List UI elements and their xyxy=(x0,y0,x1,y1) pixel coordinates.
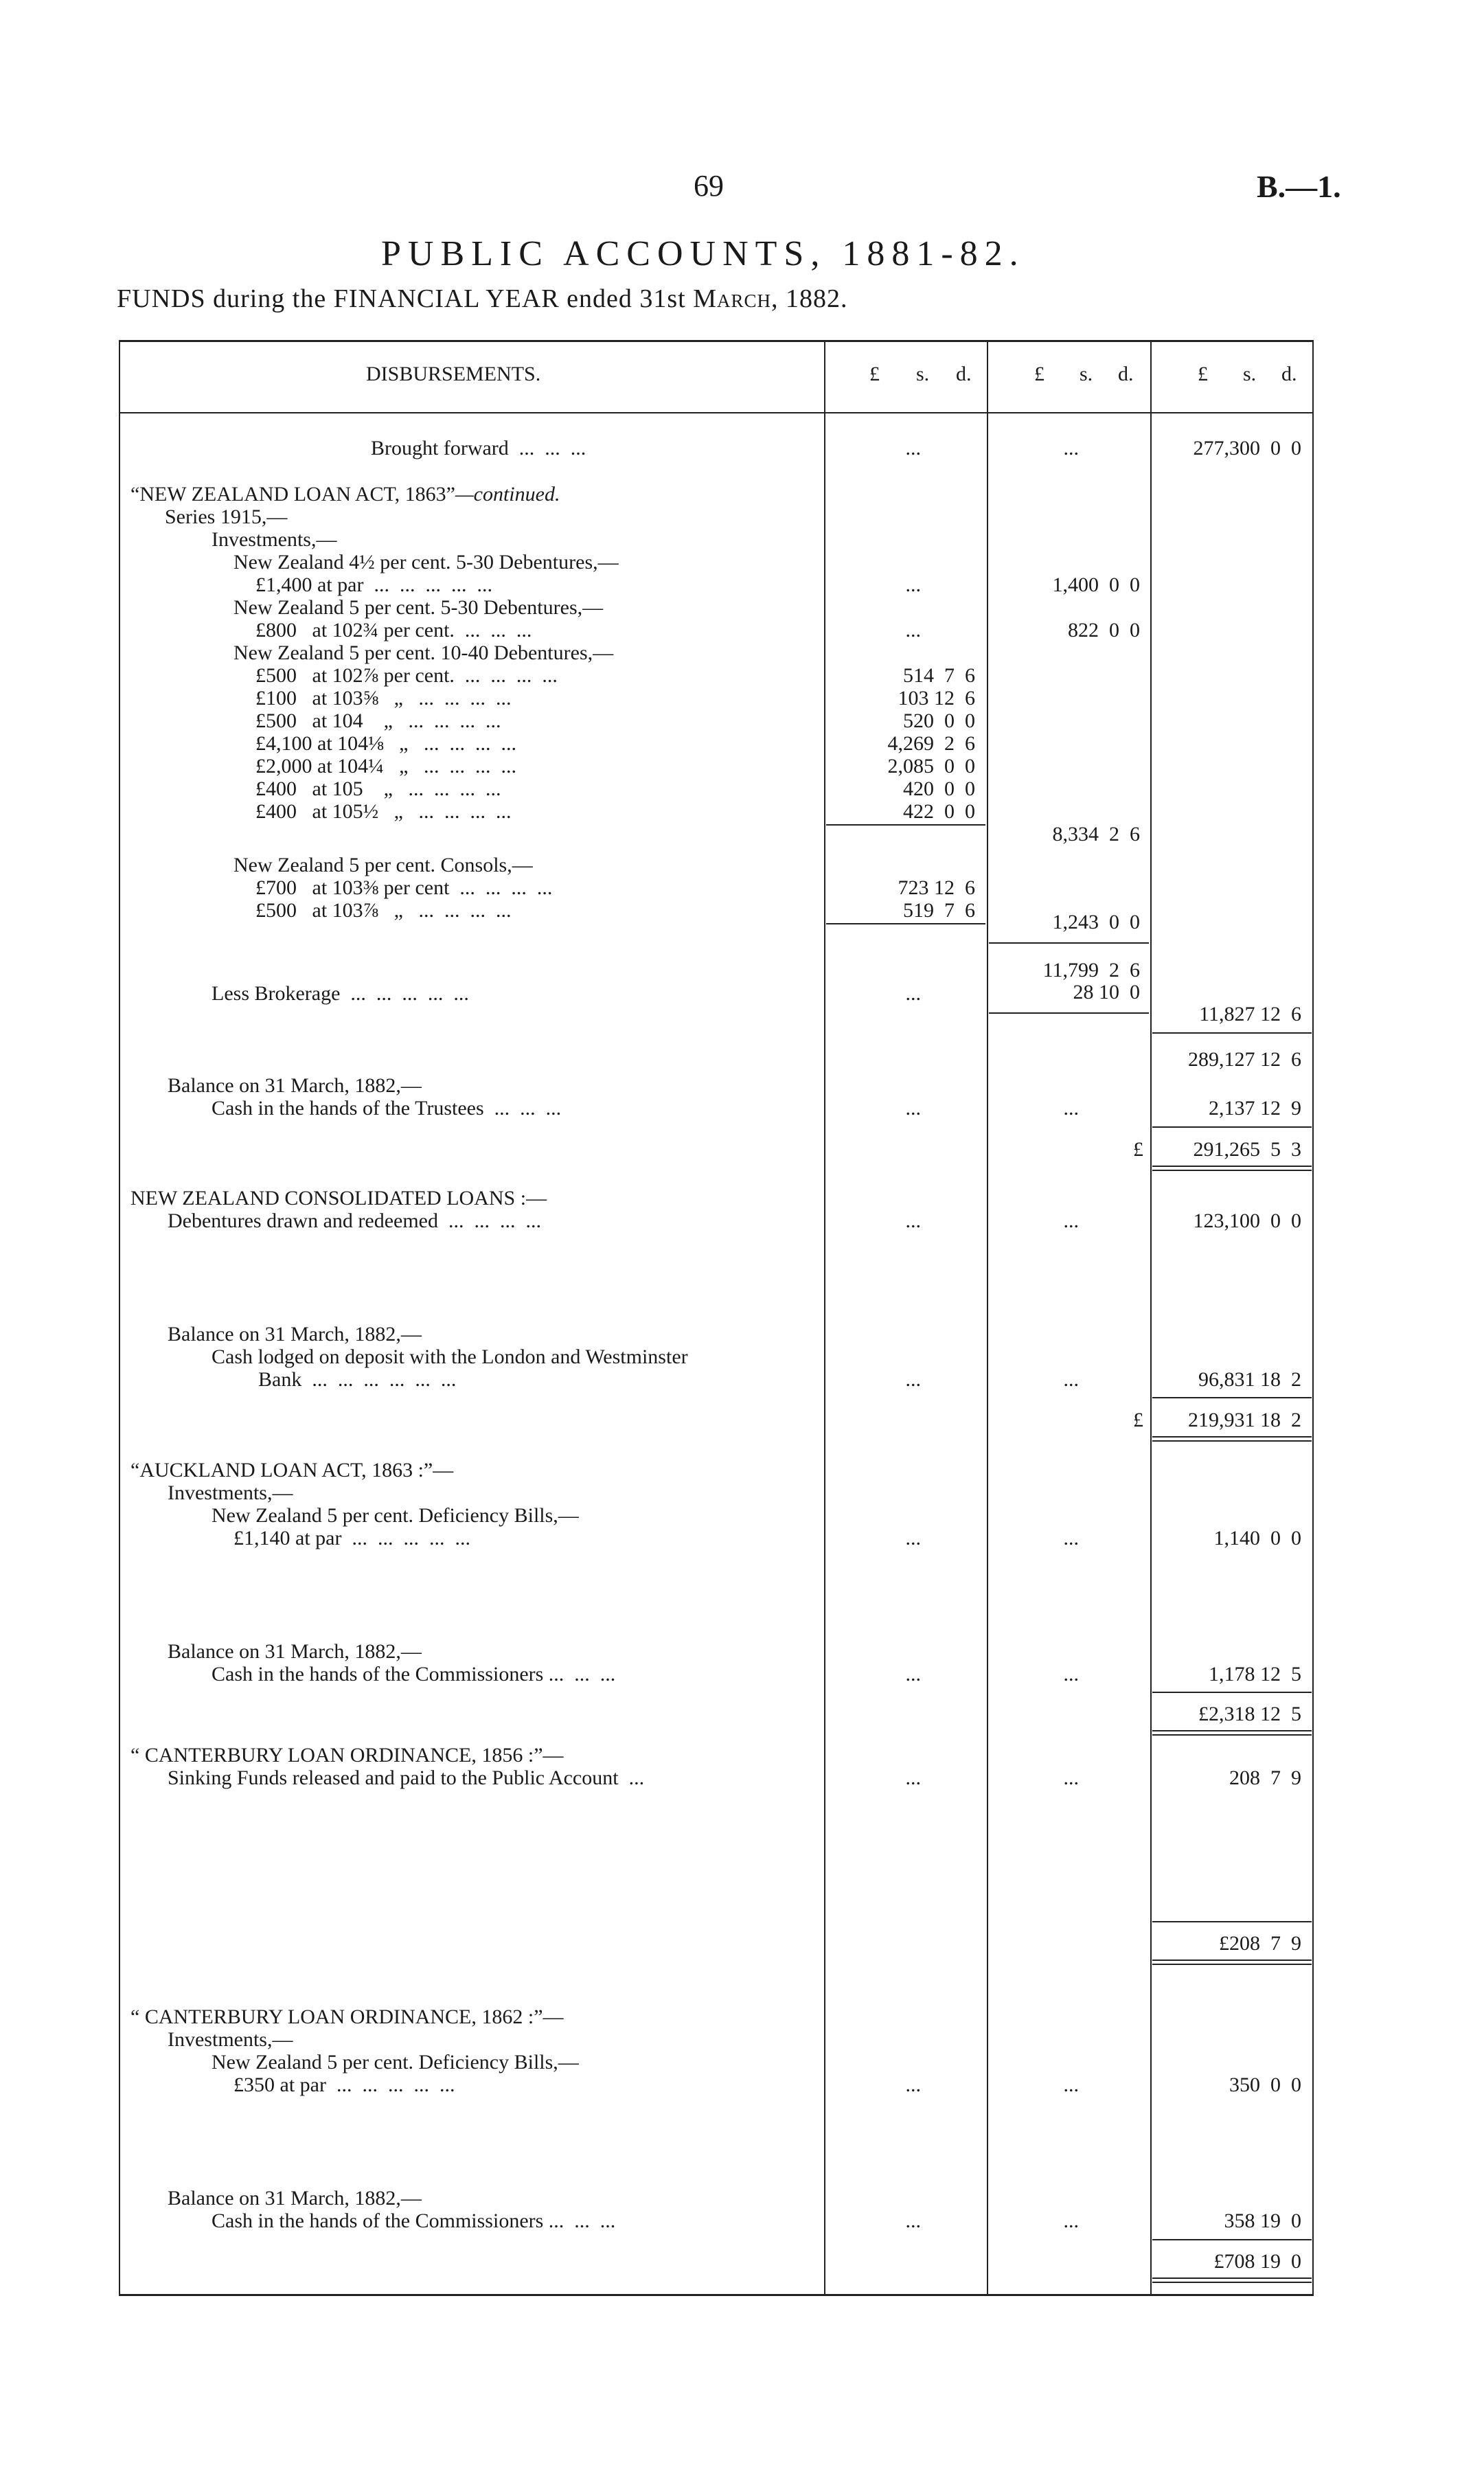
c3-291265: 291,265 5 3 xyxy=(1193,1138,1301,1161)
section-canterbury-1856: “ CANTERBURY LOAN ORDINANCE, 1856 :”— xyxy=(130,1744,564,1767)
c1-4100: 4,269 2 6 xyxy=(887,732,975,755)
row-series-1915: Series 1915,— xyxy=(165,506,288,528)
c2-debentures: ... xyxy=(1063,1209,1079,1232)
c2-subtotal-rule-2 xyxy=(989,1012,1149,1014)
row-investments-3: Investments,— xyxy=(168,2028,293,2051)
page-number: 69 xyxy=(694,169,724,203)
c1-cash-trustees: ... xyxy=(905,1097,921,1120)
c3-2137: 2,137 12 9 xyxy=(1209,1097,1301,1120)
c2-1140: ... xyxy=(1063,1527,1079,1549)
c1-subtotal-rule-2 xyxy=(826,923,985,924)
section-canterbury-1862: “ CANTERBURY LOAN ORDINANCE, 1862 :”— xyxy=(130,2006,564,2028)
c2-sinking-funds: ... xyxy=(1063,1767,1079,1789)
row-400-at-105-half: £400 at 105½ „ ... ... ... ... xyxy=(255,800,512,823)
c3-rule-2 xyxy=(1152,1126,1312,1128)
c1-350: ... xyxy=(905,2074,921,2096)
c3-double-rule-1b xyxy=(1152,1170,1312,1171)
c1-500-102: 514 7 6 xyxy=(903,664,975,687)
row-brought-forward: Brought forward ... ... ... xyxy=(371,437,586,459)
header-col3-shillings: s. xyxy=(1243,363,1257,385)
page-subtitle: FUNDS during the FINANCIAL YEAR ended 31st March, 1882. xyxy=(117,284,848,313)
header-col1-pence: d. xyxy=(956,363,972,385)
c3-double-rule-1a xyxy=(1152,1166,1312,1167)
header-col2-shillings: s. xyxy=(1080,363,1093,385)
c2-11799: 11,799 2 6 xyxy=(1042,959,1140,981)
row-balance-4: Balance on 31 March, 1882,— xyxy=(168,2187,422,2210)
header-col1-pounds: £ xyxy=(869,363,880,385)
row-deficiency-bills-1: New Zealand 5 per cent. Deficiency Bills,— xyxy=(212,1504,579,1527)
row-cash-commissioners-1: Cash in the hands of the Commissioners ... ... ... xyxy=(212,1663,616,1685)
c3-2318: £2,318 12 5 xyxy=(1198,1703,1301,1725)
c3-358: 358 19 0 xyxy=(1224,2210,1301,2232)
c1-bank: ... xyxy=(905,1368,921,1391)
c1-commissioners-1: ... xyxy=(905,1663,921,1685)
c3-219931: 219,931 18 2 xyxy=(1188,1409,1301,1431)
row-350-at-par: £350 at par ... ... ... ... ... xyxy=(233,2074,455,2096)
c2-commissioners-1: ... xyxy=(1063,1663,1079,1685)
table-top-rule xyxy=(119,340,1314,342)
row-500-at-102: £500 at 102⅞ per cent. ... ... ... ... xyxy=(255,664,558,687)
c3-11827: 11,827 12 6 xyxy=(1199,1003,1301,1025)
table-left-rule xyxy=(119,340,120,2296)
c3-rule-5 xyxy=(1152,1921,1312,1922)
c1-1140: ... xyxy=(905,1527,921,1549)
c2-commissioners-2: ... xyxy=(1063,2210,1079,2232)
c1-500-103: 519 7 6 xyxy=(903,899,975,922)
header-bottom-rule xyxy=(119,412,1314,413)
total-pound-sign-1: £ xyxy=(1133,1138,1143,1161)
row-sinking-funds: Sinking Funds released and paid to the Public Account ... xyxy=(168,1767,645,1789)
header-disbursements: DISBURSEMENTS. xyxy=(366,363,541,385)
c1-commissioners-2: ... xyxy=(905,2210,921,2232)
row-1140-at-par: £1,140 at par ... ... ... ... ... xyxy=(233,1527,470,1549)
page-code: B.—1. xyxy=(1257,169,1341,204)
c1-brought-forward: ... xyxy=(905,437,921,459)
page-title: PUBLIC ACCOUNTS, 1881-82. xyxy=(381,234,1025,273)
c1-subtotal-rule-1 xyxy=(826,824,985,826)
row-deficiency-bills-2: New Zealand 5 per cent. Deficiency Bills,— xyxy=(212,2051,579,2074)
c1-2000: 2,085 0 0 xyxy=(887,755,975,777)
c1-700: 723 12 6 xyxy=(898,876,975,899)
col3-left-rule xyxy=(1150,340,1152,2296)
c3-double-rule-5b xyxy=(1152,2282,1312,2283)
row-debentures-redeemed: Debentures drawn and redeemed ... ... ... ... xyxy=(168,1209,541,1232)
c3-1178: 1,178 12 5 xyxy=(1209,1663,1301,1685)
c3-rule-3 xyxy=(1152,1397,1312,1398)
c2-1243: 1,243 0 0 xyxy=(1052,911,1140,933)
section-auckland-loan-act: “AUCKLAND LOAN ACT, 1863 :”— xyxy=(130,1459,454,1481)
c3-96831: 96,831 18 2 xyxy=(1198,1368,1301,1391)
row-nz-consols: New Zealand 5 per cent. Consols,— xyxy=(233,854,533,876)
c3-brought-forward: 277,300 0 0 xyxy=(1193,437,1301,459)
c3-289127: 289,127 12 6 xyxy=(1188,1048,1301,1071)
row-balance-3: Balance on 31 March, 1882,— xyxy=(168,1640,422,1663)
row-nz-5-1040-debentures: New Zealand 5 per cent. 10-40 Debentures,— xyxy=(233,641,614,664)
row-100-at-103: £100 at 103⅝ „ ... ... ... ... xyxy=(255,687,512,709)
c3-double-rule-3b xyxy=(1152,1734,1312,1736)
c3-rule-4 xyxy=(1152,1692,1312,1693)
row-cash-trustees: Cash in the hands of the Trustees ... ... ... xyxy=(212,1097,562,1120)
row-bank: Bank ... ... ... ... ... ... xyxy=(258,1368,457,1391)
row-balance-1: Balance on 31 March, 1882,— xyxy=(168,1074,422,1097)
c3-208: 208 7 9 xyxy=(1229,1767,1301,1789)
row-800-at-102: £800 at 102¾ per cent. ... ... ... xyxy=(255,619,532,641)
c3-350: 350 0 0 xyxy=(1229,2074,1301,2096)
c3-double-rule-2b xyxy=(1152,1440,1312,1442)
c2-cash-trustees: ... xyxy=(1063,1097,1079,1120)
c3-rule-1 xyxy=(1152,1032,1312,1034)
c2-subtotal-rule-1 xyxy=(989,942,1149,944)
row-cash-commissioners-2: Cash in the hands of the Commissioners ... ... ... xyxy=(212,2210,616,2232)
col1-left-rule xyxy=(824,340,825,2296)
c2-822: 822 0 0 xyxy=(1068,619,1140,641)
row-500-at-103: £500 at 103⅞ „ ... ... ... ... xyxy=(255,899,512,922)
c3-double-rule-4a xyxy=(1152,1959,1312,1961)
total-pound-sign-2: £ xyxy=(1133,1409,1143,1431)
row-cash-lodged: Cash lodged on deposit with the London and Westminster xyxy=(212,1345,688,1368)
c1-debentures: ... xyxy=(905,1209,921,1232)
c3-208-total: £208 7 9 xyxy=(1219,1932,1301,1955)
header-col2-pence: d. xyxy=(1118,363,1134,385)
section-nz-consolidated-loans: NEW ZEALAND CONSOLIDATED LOANS :— xyxy=(130,1187,547,1209)
header-col1-shillings: s. xyxy=(916,363,930,385)
table-right-rule xyxy=(1312,340,1314,2296)
row-700-at-103: £700 at 103⅜ per cent ... ... ... ... xyxy=(255,876,553,899)
c1-100-103: 103 12 6 xyxy=(898,687,975,709)
row-2000-at-104: £2,000 at 104¼ „ ... ... ... ... xyxy=(255,755,516,777)
row-investments: Investments,— xyxy=(212,528,337,551)
c3-rule-6 xyxy=(1152,2239,1312,2240)
c1-1400: ... xyxy=(905,573,921,596)
c2-350: ... xyxy=(1063,2074,1079,2096)
c2-brought-forward: ... xyxy=(1063,437,1079,459)
c3-double-rule-2a xyxy=(1152,1436,1312,1438)
row-less-brokerage: Less Brokerage ... ... ... ... ... xyxy=(212,982,469,1005)
col2-left-rule xyxy=(987,340,988,2296)
c3-double-rule-5a xyxy=(1152,2277,1312,2279)
row-1400-at-par: £1,400 at par ... ... ... ... ... xyxy=(255,573,492,596)
c2-bank: ... xyxy=(1063,1368,1079,1391)
section-nz-loan-act-1863: “NEW ZEALAND LOAN ACT, 1863”—continued. xyxy=(130,483,560,506)
c1-500-104: 520 0 0 xyxy=(903,709,975,732)
c3-double-rule-3a xyxy=(1152,1730,1312,1731)
table-bottom-rule xyxy=(119,2294,1314,2296)
row-500-at-104: £500 at 104 „ ... ... ... ... xyxy=(255,709,501,732)
row-4100-at-104: £4,100 at 104⅛ „ ... ... ... ... xyxy=(255,732,516,755)
c1-brokerage: ... xyxy=(905,982,921,1005)
row-400-at-105: £400 at 105 „ ... ... ... ... xyxy=(255,777,501,800)
c2-brokerage: 28 10 0 xyxy=(1073,981,1140,1003)
header-col3-pounds: £ xyxy=(1198,363,1208,385)
c1-400-105: 420 0 0 xyxy=(903,777,975,800)
c1-sinking-funds: ... xyxy=(905,1767,921,1789)
c2-8334: 8,334 2 6 xyxy=(1052,823,1140,845)
row-nz-4-5-debentures: New Zealand 4½ per cent. 5-30 Debentures,— xyxy=(233,551,619,573)
c3-708: £708 19 0 xyxy=(1213,2250,1301,2273)
header-col2-pounds: £ xyxy=(1034,363,1044,385)
header-col3-pence: d. xyxy=(1281,363,1297,385)
c3-1140: 1,140 0 0 xyxy=(1213,1527,1301,1549)
c3-double-rule-4b xyxy=(1152,1964,1312,1965)
c3-123100: 123,100 0 0 xyxy=(1193,1209,1301,1232)
c1-800: ... xyxy=(905,619,921,641)
row-investments-2: Investments,— xyxy=(168,1481,293,1504)
row-nz-5-530-debentures: New Zealand 5 per cent. 5-30 Debentures,— xyxy=(233,596,604,619)
c1-400-105-half: 422 0 0 xyxy=(903,800,975,823)
c2-1400: 1,400 0 0 xyxy=(1052,573,1140,596)
row-balance-2: Balance on 31 March, 1882,— xyxy=(168,1323,422,1345)
